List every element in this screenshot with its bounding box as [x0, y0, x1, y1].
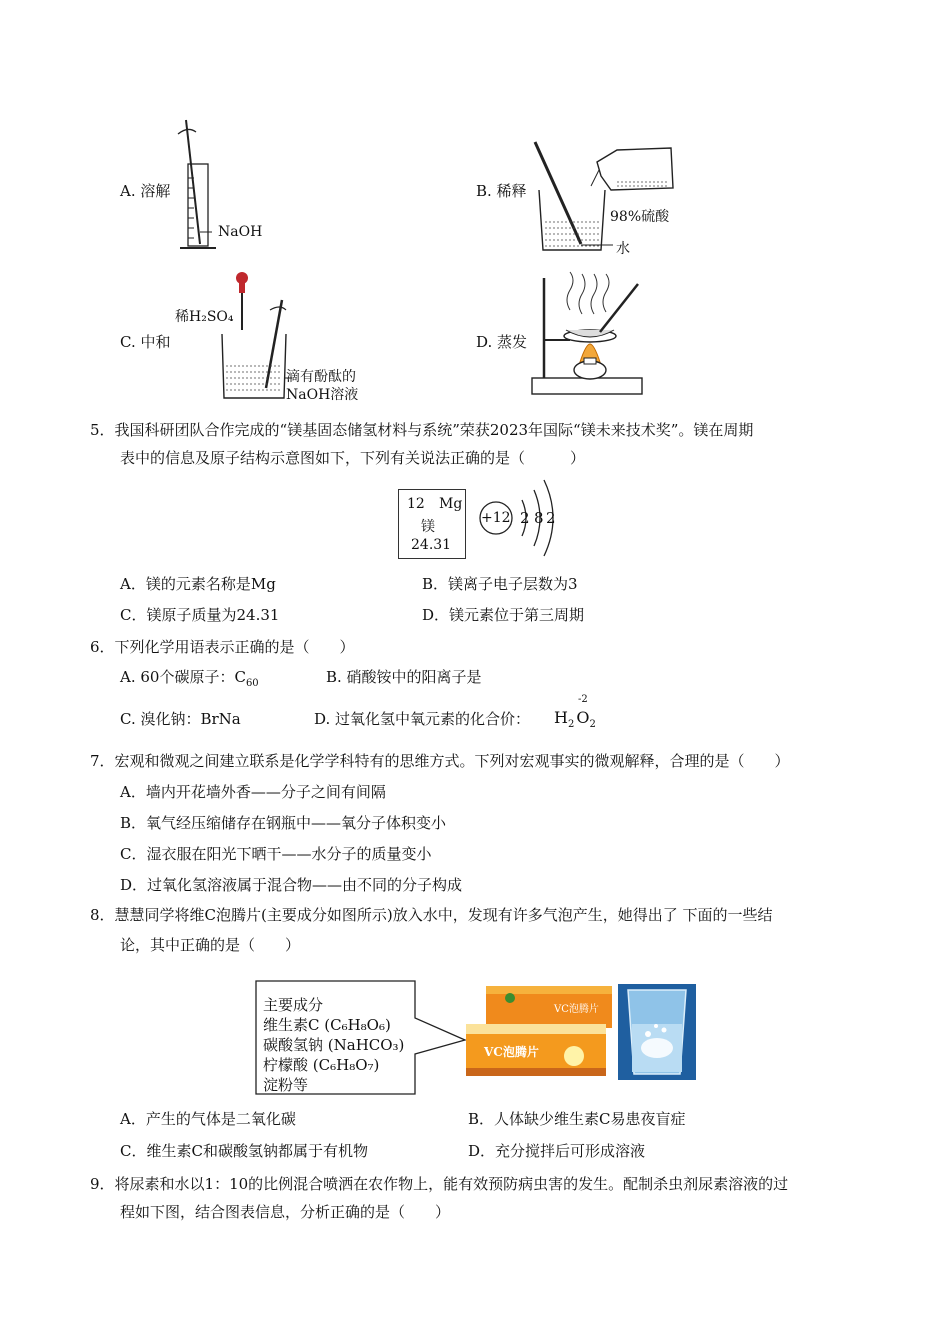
q6-option-c: C. 溴化钠：BrNa: [120, 710, 241, 728]
q7-option-a: A．墙内开花墙外香——分子之间有间隔: [120, 783, 386, 801]
q5-option-a: A．镁的元素名称是Mg: [120, 575, 276, 593]
vc-tablet-package-image: [464, 984, 614, 1078]
q7-option-d: D．过氧化氢溶液属于混合物——由不同的分子构成: [120, 876, 463, 894]
q5-option-d: D．镁元素位于第三周期: [422, 606, 585, 624]
water-label: 水: [616, 241, 630, 257]
q8-option-c: C．维生素C和碳酸氢钠都属于有机物: [120, 1142, 368, 1160]
beaker-dilution-icon: [525, 140, 685, 265]
periodic-table-cell: [398, 489, 466, 559]
q6-option-b: B. 硝酸铵中的阳离子是: [326, 668, 482, 686]
q5-option-b: B．镁离子电子层数为3: [422, 575, 578, 593]
naoh-label: NaOH: [218, 224, 263, 240]
q6-option-d: D. 过氧化氢中氧元素的化合价：: [314, 710, 531, 728]
q4-option-d-label: D. 蒸发: [476, 333, 528, 351]
ingredient-starch: 淀粉等: [263, 1076, 309, 1094]
q8-stem-line-2: 论，其中正确的是（ ）: [120, 936, 301, 954]
q8-stem-line-1: 8．慧慧同学将维C泡腾片(主要成分如图所示)放入水中，发现有许多气泡产生，她得出了 下面的一些结: [90, 906, 773, 924]
ingredients-title: 主要成分: [263, 996, 324, 1014]
q6-option-a: A. 60个碳原子：$C_{60}$: [120, 668, 259, 689]
q8-option-d: D．充分搅拌后可形成溶液: [468, 1142, 646, 1160]
element-name: 镁: [421, 519, 435, 535]
q4-option-a-label: A. 溶解: [120, 182, 171, 200]
element-symbol: Mg: [439, 496, 463, 512]
shell-2-electrons: 8: [534, 509, 544, 527]
evaporation-apparatus-icon: [530, 270, 650, 402]
q6-stem: 6．下列化学用语表示正确的是（ ）: [90, 638, 355, 656]
q5-stem-line-2: 表中的信息及原子结构示意图如下，下列有关说法正确的是（ ）: [120, 449, 586, 467]
svg-text:VC泡腾片: VC泡腾片: [554, 1004, 599, 1015]
oxygen-valence: -2: [578, 694, 588, 705]
q7-stem: 7．宏观和微观之间建立联系是化学学科特有的思维方式。下列对宏观事实的微观解释，合理的是（ ）: [90, 752, 790, 770]
atomic-mass: 24.31: [411, 537, 452, 553]
q5-stem-line-1: 5．我国科研团队合作完成的“镁基固态储氢材料与系统”荣获2023年国际“镁未来技术奖”。镁在周期: [90, 421, 754, 439]
atomic-number: 12: [407, 496, 425, 512]
q7-option-b: B．氧气经压缩储存在钢瓶中——氧分子体积变小: [120, 814, 447, 832]
hydrogen-peroxide-formula: $H_2$ $O_2$: [554, 708, 596, 731]
shell-1-electrons: 2: [520, 509, 530, 527]
svg-text:VC泡腾片: VC泡腾片: [484, 1045, 539, 1059]
q9-stem-line-2: 程如下图，结合图表信息，分析正确的是（ ）: [120, 1203, 451, 1221]
q8-option-a: A．产生的气体是二氧化碳: [120, 1110, 296, 1128]
q4-option-b-label: B. 稀释: [476, 182, 527, 200]
acid-label: 98%硫酸: [610, 209, 670, 225]
phenolphthalein-label-2: NaOH溶液: [286, 387, 359, 403]
glass-of-water-image: [618, 984, 696, 1080]
shell-3-electrons: 2: [546, 509, 556, 527]
q4-option-c-label: C. 中和: [120, 333, 171, 351]
q7-option-c: C．湿衣服在阳光下晒干——水分子的质量变小: [120, 845, 432, 863]
ingredient-citric-acid: 柠檬酸 (C₆H₈O₇): [263, 1056, 380, 1074]
phenolphthalein-label-1: 滴有酚酞的: [286, 369, 356, 385]
dilute-acid-label: 稀H₂SO₄: [175, 309, 234, 325]
q5-option-c: C．镁原子质量为24.31: [120, 606, 280, 624]
ingredient-vitamin-c: 维生素C (C₆H₈O₆): [263, 1016, 391, 1034]
q8-option-b: B．人体缺少维生素C易患夜盲症: [468, 1110, 686, 1128]
ingredient-sodium-bicarbonate: 碳酸氢钠 (NaHCO₃): [263, 1036, 405, 1054]
nucleus-charge: +12: [481, 510, 511, 526]
q9-stem-line-1: 9．将尿素和水以1：10的比例混合喷洒在农作物上，能有效预防病虫害的发生。配制杀虫剂尿素溶液的过: [90, 1175, 789, 1193]
